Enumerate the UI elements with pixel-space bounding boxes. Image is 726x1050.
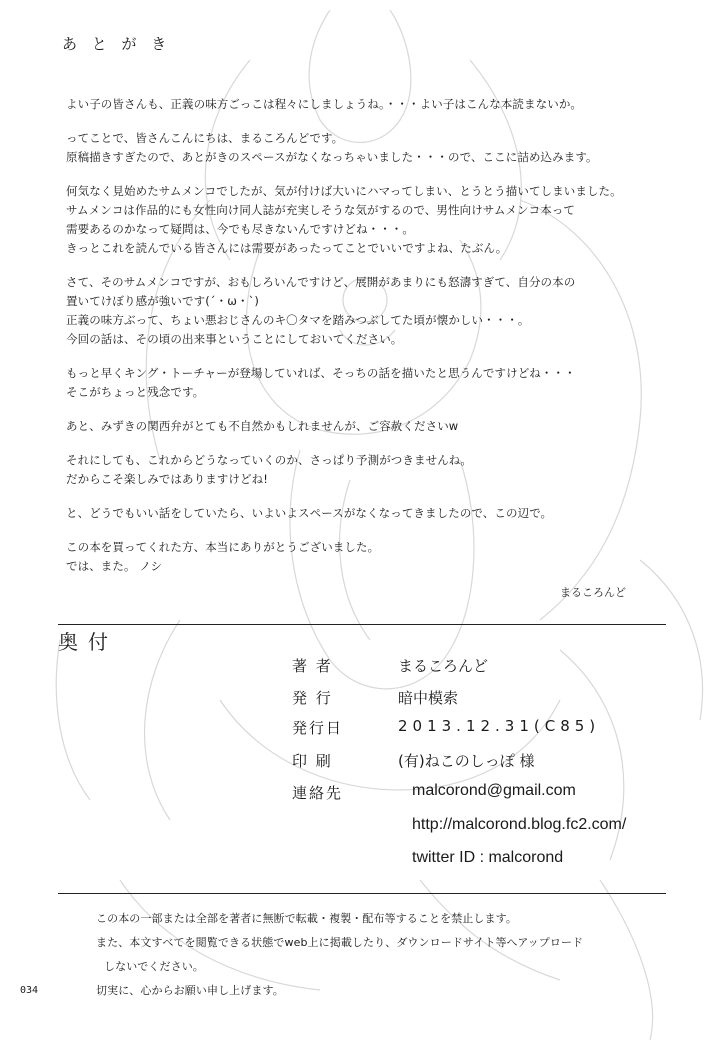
colophon-label-contact: 連絡先 [292, 784, 344, 802]
colophon-label-date: 発行日 [292, 719, 344, 737]
notice-line: 切実に、心からお願い申し上げます。 [96, 984, 284, 997]
afterword-line: では、また。 ノシ [66, 559, 163, 573]
afterword-line: 今回の話は、その頃の出来事ということにしておいてください。 [66, 332, 403, 346]
afterword-line: 原稿描きすぎたので、あとがきのスペースがなくなっちゃいました・・・ので、ここに詰め込みます。 [66, 150, 598, 164]
afterword-paragraph [66, 451, 706, 489]
afterword-signature: まるころんど [560, 586, 626, 599]
afterword-line: もっと早くキング・トーチャーが登場していれば、そっちの話を描いたと思うんですけどね・・・ [66, 366, 576, 380]
afterword-line: よい子の皆さんも、正義の味方ごっこは程々にしましょうね。・・・よい子はこんな本読まないか。 [66, 97, 583, 111]
notice-line: しないでください。 [104, 960, 204, 973]
afterword-paragraph [66, 129, 706, 167]
afterword-line: と、どうでもいい話をしていたら、いよいよスペースがなくなってきましたので、この辺で。 [66, 506, 553, 520]
colophon-bottom-divider [58, 893, 666, 894]
afterword-line: そこがちょっと残念です。 [66, 385, 205, 399]
colophon-value-author: まるころんど [398, 657, 489, 675]
afterword-line: あと、みずきの関西弁がとても不自然かもしれませんが、ご容赦くださいw [66, 419, 459, 433]
notice-line: また、本文すべてを閲覧できる状態でweb上に掲載したり、ダウンロードサイト等へアップロード [96, 936, 584, 949]
afterword-paragraph [66, 504, 706, 523]
contact-twitter: twitter ID : malcorond [412, 849, 564, 866]
afterword-line: 正義の味方ぶって、ちょい悪おじさんのキ〇タマを踏みつぶしてた頃が懐かしい・・・。 [66, 313, 530, 327]
afterword-paragraph [66, 538, 706, 576]
afterword-line: ってことで、皆さんこんにちは、まるころんどです。 [66, 131, 344, 145]
colophon-label-author: 著 者 [292, 657, 333, 675]
contact-email: malcorond@gmail.com [412, 782, 576, 799]
afterword-paragraph [66, 364, 706, 402]
colophon-label-publisher: 発 行 [292, 689, 333, 707]
afterword-line: それにしても、これからどうなっていくのか、さっぱり予測がつきませんね。 [66, 453, 472, 467]
colophon-value-printer: (有)ねこのしっぽ 様 [398, 752, 535, 770]
copyright-notice [96, 907, 676, 1003]
afterword-heading: あ と が き [62, 35, 172, 53]
afterword-paragraph [66, 417, 706, 436]
afterword-line: 需要あるのかなって疑問は、今でも尽きないんですけどね・・・。 [66, 222, 414, 236]
contact-blog-url: http://malcorond.blog.fc2.com/ [412, 816, 627, 833]
colophon-title: 奥付 [58, 630, 118, 654]
colophon-value-publisher: 暗中模索 [398, 689, 459, 707]
afterword-line: この本を買ってくれた方、本当にありがとうございました。 [66, 540, 380, 554]
colophon-label-printer: 印 刷 [292, 752, 333, 770]
afterword-line: サムメンコは作品的にも女性向け同人誌が充実しそうな気がするので、男性向けサムメンコ本って [66, 203, 576, 217]
notice-line: この本の一部または全部を著者に無断で転載・複製・配布等することを禁止します。 [96, 912, 517, 925]
afterword-line: さて、そのサムメンコですが、おもしろいんですけど、展開があまりにも怒濤すぎて、自分の本の [66, 275, 576, 289]
page-number: 034 [20, 985, 39, 996]
afterword-paragraph [66, 182, 706, 258]
afterword-line: きっとこれを読んでいる皆さんには需要があったってことでいいですよね、たぶん。 [66, 241, 508, 255]
afterword-line: 何気なく見始めたサムメンコでしたが、気が付けば大いにハマってしまい、とうとう描いてしまいました。 [66, 184, 622, 198]
colophon-value-date: 2013.12.31(C85) [398, 717, 601, 735]
afterword-paragraph [66, 95, 706, 114]
colophon-top-divider [58, 624, 666, 625]
afterword-paragraph [66, 273, 706, 349]
afterword-line: 置いてけぼり感が強いです(´・ω・`) [66, 294, 260, 308]
afterword-line: だからこそ楽しみではありますけどね! [66, 472, 268, 486]
afterword-body [66, 95, 706, 591]
